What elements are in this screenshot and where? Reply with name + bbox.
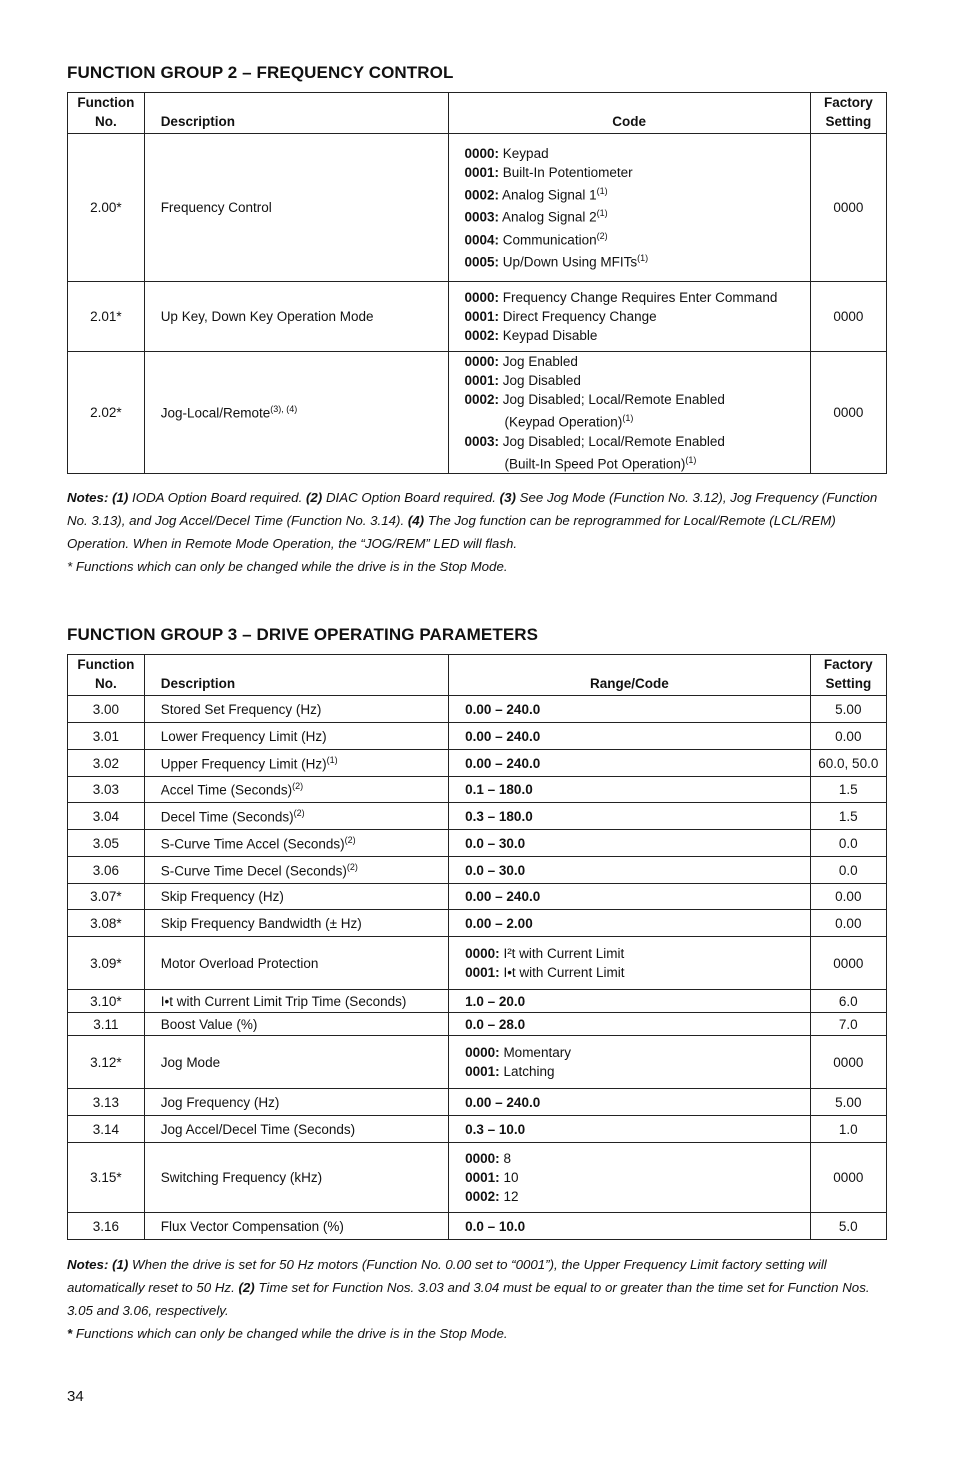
table-row (68, 750, 887, 777)
code-value: (Keypad Operation) (504, 414, 623, 430)
code-key: 0002: (464, 187, 500, 202)
group2-notes-star: * Functions which can only be changed while the drive is in the Stop Mode. (67, 559, 508, 574)
code-line (465, 432, 810, 451)
function-no-cell: 3.13 (68, 1089, 145, 1116)
code-key: 0002: (464, 392, 500, 407)
code-line (465, 182, 810, 205)
function-no-cell: 3.03 (68, 777, 145, 803)
description-footnote: (3), (4) (270, 404, 298, 415)
group2-table (67, 92, 887, 474)
description-footnote: (2) (293, 807, 305, 818)
code-line (465, 390, 810, 409)
description-cell (144, 1213, 448, 1240)
function-no-cell: 3.05 (68, 830, 145, 857)
code-value: Direct Frequency Change (502, 309, 657, 324)
code-footnote: (1) (685, 454, 697, 465)
code-line (465, 249, 810, 272)
factory-setting-cell: 0000 (810, 1143, 886, 1213)
description-text: Lower Frequency Limit (Hz) (160, 728, 327, 744)
range-code-cell (449, 1013, 811, 1036)
factory-setting-cell: 1.5 (810, 803, 886, 830)
code-value: Analog Signal 1 (502, 187, 597, 202)
code-line (465, 307, 810, 326)
code-value: I•t with Current Limit (503, 965, 625, 980)
code-line (465, 227, 810, 250)
function-no-cell: 3.15* (68, 1143, 145, 1213)
range-code-cell (449, 1036, 811, 1089)
code-key: 0000: (465, 1151, 500, 1166)
code-line (465, 1149, 810, 1168)
code-value: Jog Enabled (502, 354, 578, 369)
code-key: 0001: (464, 164, 500, 180)
description-cell (144, 777, 448, 803)
range-value: 1.0 – 20.0 (465, 993, 526, 1009)
description-cell (144, 990, 448, 1013)
description-cell (144, 910, 448, 937)
range-value: 0.00 – 240.0 (465, 1094, 541, 1110)
description-text: Upper Frequency Limit (Hz) (160, 756, 327, 772)
code-cell (448, 134, 810, 282)
header-factory-setting: Factory Setting (810, 655, 886, 696)
range-value: 0.00 – 2.00 (465, 915, 533, 931)
function-no-cell: 3.07* (68, 884, 145, 910)
group3-notes-star: * Functions which can only be changed while the drive is in the Stop Mode. (67, 1326, 508, 1341)
code-value: Jog Disabled; Local/Remote Enabled (502, 433, 725, 449)
description-text: Decel Time (Seconds) (160, 809, 294, 825)
factory-setting-cell: 1.0 (810, 1116, 886, 1143)
code-value: Up/Down Using MFITs (502, 254, 638, 270)
description-text: Stored Set Frequency (Hz) (160, 701, 322, 717)
code-value: 8 (503, 1151, 511, 1166)
code-key: 0004: (464, 232, 500, 247)
description-text: Jog Frequency (Hz) (160, 1094, 280, 1110)
description-cell (144, 723, 448, 750)
range-code-cell (449, 937, 811, 990)
code-line (465, 944, 810, 963)
table-row (68, 352, 887, 474)
code-key: 0000: (464, 145, 500, 161)
header-function-no: Function No. (68, 93, 145, 134)
description-text: Switching Frequency (kHz) (160, 1170, 323, 1185)
table-row (68, 937, 887, 990)
group3-table (67, 654, 887, 1240)
factory-setting-cell: 5.00 (810, 1089, 886, 1116)
code-key: 0002: (464, 328, 500, 343)
code-footnote: (1) (596, 185, 608, 196)
code-value: 12 (503, 1189, 519, 1204)
code-line (465, 326, 810, 345)
description-cell (144, 1143, 448, 1213)
code-key: 0003: (464, 433, 500, 449)
function-no-cell: 3.02 (68, 750, 145, 777)
function-no-cell: 2.00* (68, 134, 145, 282)
range-code-cell (449, 750, 811, 777)
range-code-cell (449, 910, 811, 937)
table-row (68, 910, 887, 937)
factory-setting-cell: 0000 (810, 134, 886, 282)
code-key: 0003: (464, 209, 500, 225)
table-row (68, 830, 887, 857)
table-row (68, 884, 887, 910)
function-no-cell: 3.01 (68, 723, 145, 750)
description-cell (144, 830, 448, 857)
group2-title: FUNCTION GROUP 2 – FREQUENCY CONTROL (67, 63, 454, 82)
range-code-cell (449, 857, 811, 884)
table-row (68, 1036, 887, 1089)
function-no-cell: 3.11 (68, 1013, 145, 1036)
code-key: 0001: (465, 965, 500, 980)
description-footnote: (1) (326, 754, 338, 765)
header-code: Code (448, 93, 810, 134)
code-value: Keypad (502, 145, 549, 161)
function-no-cell: 3.00 (68, 696, 145, 723)
function-no-cell: 2.01* (68, 282, 145, 352)
code-line (465, 288, 810, 307)
code-value: Momentary (503, 1045, 571, 1060)
code-key: 0001: (464, 373, 500, 388)
code-value: Communication (502, 232, 597, 247)
description-footnote: (2) (346, 861, 358, 872)
code-line (465, 409, 810, 432)
code-value: (Built-In Speed Pot Operation) (504, 456, 686, 471)
description-cell (144, 750, 448, 777)
description-cell (144, 1116, 448, 1143)
code-line (465, 204, 810, 227)
code-line (465, 352, 810, 371)
code-key: 0000: (464, 290, 500, 305)
range-code-cell (449, 1089, 811, 1116)
code-line (465, 1043, 810, 1062)
table-row (68, 1143, 887, 1213)
description-text: Jog Mode (160, 1054, 221, 1070)
description-cell (144, 857, 448, 884)
factory-setting-cell: 0000 (810, 1036, 886, 1089)
code-line (465, 1168, 810, 1187)
code-cell (448, 352, 810, 474)
range-value: 0.00 – 240.0 (465, 701, 541, 717)
code-line (465, 371, 810, 390)
code-value: I²t with Current Limit (503, 946, 625, 961)
table-row (68, 696, 887, 723)
code-line (465, 1187, 810, 1206)
code-key: 0001: (464, 309, 500, 324)
description-cell (144, 352, 448, 474)
code-footnote: (2) (596, 230, 608, 241)
table-row (68, 1116, 887, 1143)
description-text: S-Curve Time Accel (Seconds) (160, 836, 345, 852)
description-cell (144, 282, 448, 352)
range-code-cell (449, 803, 811, 830)
table-row (68, 1089, 887, 1116)
factory-setting-cell: 6.0 (810, 990, 886, 1013)
function-no-cell: 2.02* (68, 352, 145, 474)
range-value: 0.0 – 30.0 (465, 862, 526, 878)
range-value: 0.00 – 240.0 (465, 889, 541, 904)
function-no-cell: 3.14 (68, 1116, 145, 1143)
function-no-cell: 3.04 (68, 803, 145, 830)
factory-setting-cell: 0.00 (810, 884, 886, 910)
table-row (68, 857, 887, 884)
range-value: 0.0 – 10.0 (465, 1218, 526, 1234)
group2-notes-text: Notes: (1) IODA Option Board required. (2) DIAC Option Board required. (3) See Jog Mode (Function No. 3.12), Jog Frequency (Function No. 3.13), and Jog Accel/Decel Time (Function No. 3.14). (4) The Jog function can be reprogrammed for Local/Remote (LCL/REM) Operation. When in Remote Mode Operation, the “JOG/REM” LED will flash. (67, 490, 878, 551)
factory-setting-cell: 60.0, 50.0 (810, 750, 886, 777)
factory-setting-cell: 0.00 (810, 910, 886, 937)
factory-setting-cell: 5.0 (810, 1213, 886, 1240)
range-value: 0.00 – 240.0 (465, 728, 541, 744)
range-code-cell (449, 830, 811, 857)
code-value: 10 (503, 1170, 519, 1185)
group3-notes (67, 1253, 892, 1345)
description-cell (144, 1036, 448, 1089)
factory-setting-cell: 0.00 (810, 723, 886, 750)
group3-title: FUNCTION GROUP 3 – DRIVE OPERATING PARAMETERS (67, 625, 539, 644)
description-text: Frequency Control (160, 200, 272, 215)
factory-setting-cell: 0.0 (810, 857, 886, 884)
code-key: 0005: (464, 254, 500, 270)
code-cell (448, 282, 810, 352)
table-row (68, 777, 887, 803)
factory-setting-cell: 0000 (810, 282, 886, 352)
code-value: Built-In Potentiometer (502, 164, 633, 180)
code-footnote: (1) (637, 253, 649, 263)
description-cell (144, 937, 448, 990)
table-row (68, 1013, 887, 1036)
table-row (68, 723, 887, 750)
range-code-cell (449, 1143, 811, 1213)
description-cell (144, 1013, 448, 1036)
description-text: I•t with Current Limit Trip Time (Seconds) (160, 993, 407, 1009)
page-number: 34 (67, 1388, 84, 1405)
code-line (465, 451, 810, 474)
factory-setting-cell: 0000 (810, 352, 886, 474)
range-code-cell (449, 990, 811, 1013)
function-no-cell: 3.10* (68, 990, 145, 1013)
code-value: Analog Signal 2 (502, 209, 597, 225)
table-row (68, 803, 887, 830)
code-value: Latching (503, 1064, 555, 1079)
factory-setting-cell: 5.00 (810, 696, 886, 723)
range-code-cell (449, 777, 811, 803)
function-no-cell: 3.12* (68, 1036, 145, 1089)
description-cell (144, 1089, 448, 1116)
range-code-cell (449, 696, 811, 723)
code-line (465, 1062, 810, 1081)
group2-notes (67, 486, 892, 578)
range-value: 0.3 – 10.0 (465, 1121, 526, 1137)
description-text: Motor Overload Protection (160, 955, 319, 971)
description-text: S-Curve Time Decel (Seconds) (160, 863, 347, 879)
header-range-code: Range/Code (449, 655, 811, 696)
code-key: 0001: (465, 1064, 500, 1079)
code-key: 0001: (465, 1170, 500, 1185)
code-value: Keypad Disable (502, 328, 598, 343)
code-line (465, 963, 810, 982)
description-cell (144, 884, 448, 910)
description-cell (144, 696, 448, 723)
range-value: 0.0 – 30.0 (465, 835, 526, 851)
range-value: 0.0 – 28.0 (465, 1016, 526, 1032)
function-no-cell: 3.08* (68, 910, 145, 937)
factory-setting-cell: 7.0 (810, 1013, 886, 1036)
description-text: Skip Frequency (Hz) (160, 889, 284, 904)
code-value: Jog Disabled (502, 373, 581, 388)
description-text: Jog-Local/Remote (160, 405, 271, 421)
header-description: Description (144, 655, 448, 696)
factory-setting-cell: 1.5 (810, 777, 886, 803)
code-key: 0000: (464, 354, 500, 369)
table-row (68, 1213, 887, 1240)
description-footnote: (2) (292, 781, 304, 792)
description-cell (144, 134, 448, 282)
range-value: 0.1 – 180.0 (465, 782, 533, 797)
range-value: 0.3 – 180.0 (465, 808, 533, 824)
description-text: Jog Accel/Decel Time (Seconds) (160, 1121, 356, 1137)
function-no-cell: 3.16 (68, 1213, 145, 1240)
code-line (465, 144, 810, 163)
description-text: Flux Vector Compensation (%) (160, 1218, 344, 1234)
range-code-cell (449, 1213, 811, 1240)
code-key: 0000: (465, 946, 500, 961)
factory-setting-cell: 0.0 (810, 830, 886, 857)
function-no-cell: 3.06 (68, 857, 145, 884)
function-no-cell: 3.09* (68, 937, 145, 990)
table-row (68, 990, 887, 1013)
code-footnote: (1) (622, 413, 634, 423)
code-footnote: (1) (596, 208, 608, 218)
description-text: Up Key, Down Key Operation Mode (160, 309, 374, 324)
code-line (465, 163, 810, 182)
group3-notes-text: Notes: (1) When the drive is set for 50 Hz motors (Function No. 0.00 set to “0001”), the Upper Frequency Limit factory setting will automatically reset to 50 Hz. (2) Time set for Function Nos. 3.03 and 3.04 must be equal to or greater than the time set for Function Nos. 3.05 and 3.06, respectively. (67, 1257, 870, 1318)
description-text: Boost Value (%) (160, 1016, 258, 1032)
factory-setting-cell: 0000 (810, 937, 886, 990)
header-description: Description (144, 93, 448, 134)
range-code-cell (449, 723, 811, 750)
code-key: 0000: (465, 1045, 500, 1060)
header-function-no: Function No. (68, 655, 145, 696)
description-cell (144, 803, 448, 830)
header-factory-setting: Factory Setting (810, 93, 886, 134)
table-row (68, 134, 887, 282)
description-footnote: (2) (344, 834, 356, 845)
range-code-cell (449, 1116, 811, 1143)
code-key: 0002: (465, 1189, 500, 1204)
code-value: Frequency Change Requires Enter Command (502, 290, 778, 305)
range-value: 0.00 – 240.0 (465, 755, 541, 771)
table-row (68, 282, 887, 352)
description-text: Accel Time (Seconds) (160, 782, 293, 798)
description-text: Skip Frequency Bandwidth (± Hz) (160, 915, 362, 931)
range-code-cell (449, 884, 811, 910)
code-value: Jog Disabled; Local/Remote Enabled (502, 392, 725, 407)
